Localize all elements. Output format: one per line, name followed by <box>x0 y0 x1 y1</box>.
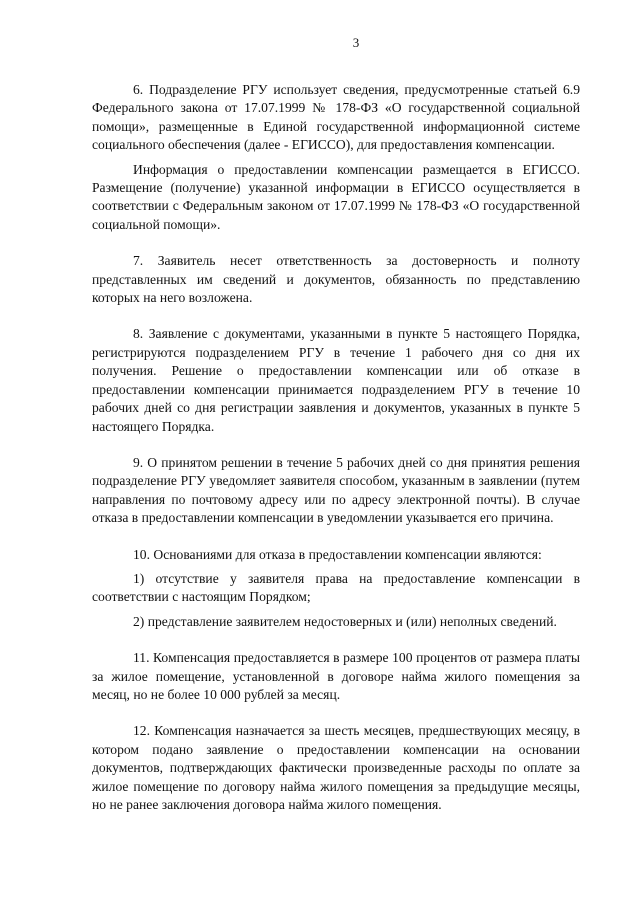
paragraph-7: 7. Заявитель несет ответственность за достоверность и полноту представленных им сведений и документов, обязанность по представлению которых на него возложена. <box>92 253 580 306</box>
paragraph-10: 10. Основаниями для отказа в предоставлении компенсации являются: <box>133 546 542 562</box>
paragraph-12: 12. Компенсация назначается за шесть месяцев, предшествующих месяцу, в котором подано заявление о предоставлении компенсации на основании документов, подтверждающих фактически произведенные расходы по оплате за жилое помещение по договору найма жилого помещения за предыдущие месяцы, но не ранее заключения договора найма жилого помещения. <box>92 723 580 812</box>
paragraph-11: 11. Компенсация предоставляется в размере 100 процентов от размера платы за жилое помещение, установленной в договоре найма жилого помещения за месяц, но не более 10 000 рублей за месяц. <box>92 650 580 702</box>
paragraph-6: 6. Подразделение РГУ использует сведения, предусмотренные статьей 6.9 Федерального закона от 17.07.1999 № 178-ФЗ «О государственной социальной помощи», размещенные в Единой государственной информационной системе социального обеспечения (далее - ЕГИССО), для предоставления компенсации. <box>92 82 580 153</box>
paragraph-9: 9. О принятом решении в течение 5 рабочих дней со дня принятия решения подразделение РГУ уведомляет заявителя способом, указанным в заявлении (путем направления по почтовому адресу или по адресу электронной почты). В случае отказа в предоставлении компенсации в уведомлении указывается его причина. <box>92 454 580 526</box>
paragraph-6-info: Информация о предоставлении компенсации размещается в ЕГИССО. Размещение (получение) указанной информации в ЕГИССО осуществляется в соответствии с Федеральным законом от 17.07.1999 № 178-ФЗ «О государственной социальной помощи». <box>92 161 580 232</box>
paragraph-10-item-2: 2) представление заявителем недостоверных и (или) неполных сведений. <box>133 613 557 629</box>
document-body <box>92 81 580 814</box>
paragraph-8: 8. Заявление с документами, указанными в пункте 5 настоящего Порядка, регистрируются подразделением РГУ в течение 1 рабочего дня со дня их получения. Решение о предоставлении компенсации или об отказе в предоставлении компенсации принимается подразделением РГУ в течение 10 рабочих дней со дня регистрации заявления и документов, указанных в пункте 5 настоящего Порядка. <box>92 326 580 434</box>
page-number: 3 <box>352 35 360 50</box>
paragraph-10-item-1: 1) отсутствие у заявителя права на предоставление компенсации в соответствии с настоящим Порядком; <box>92 570 580 605</box>
